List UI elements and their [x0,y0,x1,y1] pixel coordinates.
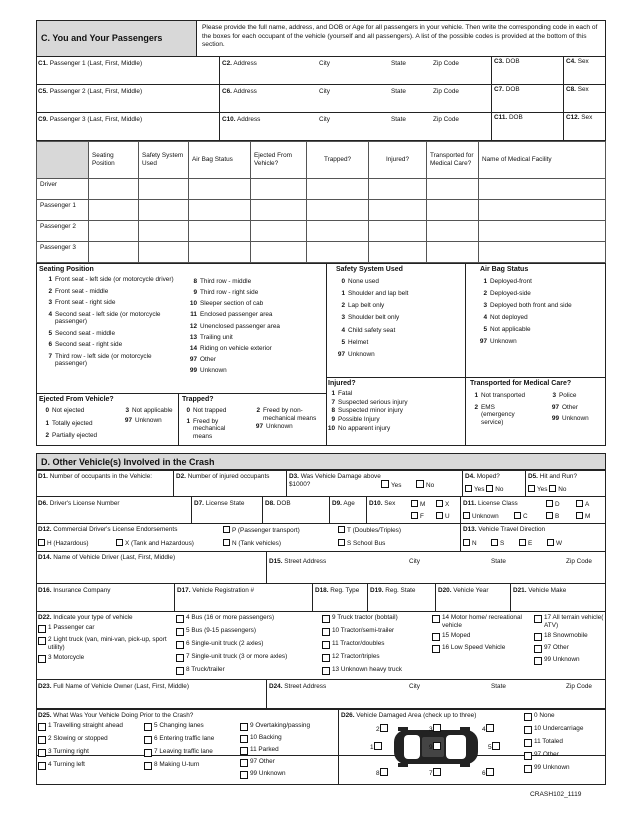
legend-code-item: 97 Unknown [337,350,375,358]
occupant-code-cell[interactable] [307,221,369,242]
d11-class-a-checkbox[interactable]: A [576,500,589,509]
occupant-code-cell[interactable] [427,242,479,263]
damage-area-4-checkbox[interactable]: 4 [482,724,496,734]
d22-vehicle-types-col1 [38,624,168,666]
passenger-2-zip-label: Zip Code [433,88,459,95]
d15-address-label: D15. Street Address [269,558,327,565]
occupant-code-cell[interactable] [189,179,251,200]
damage-option-checkbox[interactable]: 97 Other [524,751,604,760]
passenger-1-zip-label: Zip Code [433,60,459,67]
occupant-code-cell[interactable] [251,221,307,242]
seating-legend-title: Seating Position [39,266,94,273]
d11-license-class-label: D11. License Class [463,500,518,507]
d9-age-label: D9. Age [332,500,355,507]
legend-code-item: 3 Shoulder belt only [341,314,400,322]
d22-vehicle-types-col5 [534,614,604,668]
d24-zip-label: Zip Code [566,683,592,690]
prior-action-checkbox[interactable]: 10 Backing [240,734,338,743]
d5-hit-run-label: D5. Hit and Run? [528,473,578,480]
passenger-3-city-label: City [319,116,331,123]
passenger-1-city-label: City [319,60,331,67]
prior-action-checkbox[interactable]: 8 Making U-turn [144,761,239,770]
d4-moped-label: D4. Moped? [465,473,500,480]
d3-damage-label: D3. Was Vehicle Damage above $1000? [289,473,381,488]
occupant-code-cell[interactable] [189,221,251,242]
legend-code-item: 99 Unknown [189,367,227,375]
prior-action-checkbox[interactable]: 2 Slowing or stopped [38,735,128,744]
vehicle-type-checkbox[interactable]: 12 Tractor/triples [322,653,440,662]
damage-option-checkbox[interactable]: 10 Undercarriage [524,725,604,734]
trapped-legend-title: Trapped? [182,396,214,403]
injured-legend [322,390,462,434]
damage-option-checkbox[interactable]: 11 Totaled [524,738,604,747]
passenger-3-address-label: C10. Address [222,116,261,123]
passenger-1-dob-label: C3. DOB [494,58,520,65]
vehicle-type-checkbox[interactable]: 15 Moped [432,632,532,641]
d23-owner-name-label: D23. Full Name of Vehicle Owner (Last, First, Middle) [38,683,189,690]
legend-code-item: 2 Front seat - middle [48,287,109,295]
d8-dob-label: D8. DOB [265,500,291,507]
vehicle-type-checkbox[interactable]: 13 Unknown heavy truck [322,666,440,675]
vehicle-type-checkbox[interactable]: 6 Single-unit truck (2 axles) [176,640,321,649]
trapped-legend-col1: 0 Not trapped 1 Freed by mechanical means [186,407,227,440]
vehicle-type-checkbox[interactable]: 9 Truck tractor (bobtail) [322,614,440,623]
legend-code-item: 9 Possible Injury [331,416,380,424]
prior-action-checkbox[interactable]: 5 Changing lanes [144,722,239,731]
d11-class-b-checkbox[interactable]: B [546,512,559,521]
damage-area-9-checkbox[interactable]: 9 [429,742,443,752]
d1-occupants-label: D1. Number of occupants in the Vehicle: [38,473,153,480]
occupant-code-cell[interactable] [369,200,427,221]
legend-code-item: 8 Suspected minor injury [331,407,404,415]
prior-action-checkbox[interactable]: 7 Leaving traffic lane [144,748,239,757]
passenger-3-state-label: State [391,116,406,123]
transported-legend-title: Transported for Medical Care? [470,380,572,387]
legend-code-item: 97 Other [189,355,216,363]
legend-code-item: 2 Deployed-side [483,289,531,297]
d12-end-s-checkbox[interactable]: S School Bus [338,539,385,548]
legend-code-item: 8 Third row - middle [193,278,252,285]
safety-legend-title: Safety System Used [336,266,403,273]
damage-area-5-checkbox[interactable]: 5 [488,742,502,752]
legend-code-item: 10 No apparent injury [327,424,391,432]
vehicle-type-checkbox[interactable]: 2 Light truck (van, mini-van, pick-up, sport utility) [38,636,168,651]
passenger-1-state-label: State [391,60,406,67]
legend-code-item: 4 Not deployed [483,313,528,321]
d16-insurance-label: D16. Insurance Company [38,587,111,594]
col-ejected: Ejected From Vehicle? [251,142,307,179]
d15-zip-label: Zip Code [566,558,592,565]
damage-area-7-checkbox[interactable]: 7 [429,768,443,778]
legend-code-item: 10 Sleeper section of cab [189,300,264,308]
d12-end-t-checkbox[interactable]: T (Doubles/Triples) [338,526,401,535]
d13-dir-n-checkbox[interactable]: N [463,539,477,548]
occupant-code-cell[interactable] [251,179,307,200]
legend-code-item: 7 Suspected serious injury [331,398,408,406]
passenger-2-sex-label: C8. Sex [566,86,589,93]
occupant-code-cell[interactable] [189,242,251,263]
passenger-1-address-label: C2. Address [222,60,257,67]
legend-code-item: 7 Third row - left side (or motorcycle passenger) [48,352,152,368]
ejected-legend-title: Ejected From Vehicle? [39,396,114,403]
d24-state-label: State [491,683,506,690]
d22-vehicle-types-col3 [322,614,440,679]
occupant-code-cell[interactable] [369,242,427,263]
col-air-bag: Air Bag Status [189,142,251,179]
d15-state-label: State [491,558,506,565]
d4-moped-options[interactable]: Yes No [465,485,503,494]
d14-driver-name-label: D14. Name of Vehicle Driver (Last, First, Middle) [38,554,176,561]
vehicle-type-checkbox[interactable]: 10 Tractor/semi-trailer [322,627,440,636]
d15-city-label: City [409,558,421,565]
d26-damage-options [524,712,604,777]
legend-code-item: 1 Fatal [331,390,353,397]
vehicle-type-checkbox[interactable]: 99 Unknown [534,656,604,665]
damage-area-6-checkbox[interactable]: 6 [482,768,496,778]
d24-address-label: D24. Street Address [269,683,327,690]
col-transported: Transported for Medical Care? [427,142,479,179]
passenger-2-dob-label: C7. DOB [494,86,520,93]
prior-action-checkbox[interactable]: 1 Travelling straight ahead [38,722,128,731]
d12-end-h-checkbox[interactable]: H (Hazardous) [38,539,89,548]
d13-dir-s-checkbox[interactable]: S [491,539,504,548]
prior-action-checkbox[interactable]: 97 Other [240,758,338,767]
d13-dir-w-checkbox[interactable]: W [547,539,562,548]
d21-vehicle-make-label: D21. Vehicle Make [513,587,567,594]
occupant-code-cell[interactable] [479,221,606,242]
vehicle-type-checkbox[interactable]: 97 Other [534,644,604,653]
seating-legend-col2 [184,278,324,378]
occupant-code-cell[interactable] [369,221,427,242]
legend-code-item: 12 Unenclosed passenger area [189,322,280,330]
occupant-code-cell[interactable] [139,221,189,242]
vehicle-type-checkbox[interactable]: 7 Single-unit truck (3 or more axles) [176,653,321,662]
d25-prior-action-label: D25. What Was Your Vehicle Doing Prior to the Crash? [38,712,194,719]
occupant-row [37,242,606,263]
ejected-legend-col1: 0 Not ejected 1 Totally ejected 2 Partially ejected [45,407,98,440]
legend-code-item: 1 Deployed-front [483,278,532,285]
occupant-label: Passenger 2 [37,221,89,242]
passenger-3-dob-label: C11. DOB [494,114,523,121]
prior-action-checkbox[interactable]: 6 Entering traffic lane [144,735,239,744]
airbag-legend [474,278,604,350]
d5-hit-run-options[interactable]: Yes No [528,485,566,494]
d17-registration-label: D17. Vehicle Registration # [177,587,255,594]
d11-class-d-checkbox[interactable]: D [546,500,560,509]
airbag-legend-title: Air Bag Status [480,266,529,273]
crash-form-page [36,20,606,805]
d25-actions-col3 [240,722,338,782]
d13-dir-e-checkbox[interactable]: E [519,539,532,548]
legend-code-item: 0 None used [341,278,379,285]
damage-area-8-checkbox[interactable]: 8 [376,768,390,778]
prior-action-checkbox[interactable]: 99 Unknown [240,770,338,779]
passenger-1-sex-label: C4. Sex [566,58,589,65]
d18-reg-type-label: D18. Reg. Type [315,587,360,594]
legend-code-item: 97 Unknown [479,337,517,345]
occupant-code-cell[interactable] [427,221,479,242]
d11-class-m-checkbox[interactable]: M [576,512,590,521]
d22-vehicle-types-col2 [176,614,321,679]
col-injured: Injured? [369,142,427,179]
vehicle-type-checkbox[interactable]: 4 Bus (16 or more passengers) [176,614,321,623]
occupant-code-table [36,141,606,263]
d7-license-state-label: D7. License State [194,500,245,507]
col-trapped: Trapped? [307,142,369,179]
passenger-2-city-label: City [319,88,331,95]
passenger-1-name-label: C1. Passenger 1 (Last, First, Middle) [38,60,143,67]
occupant-label: Passenger 1 [37,200,89,221]
occupant-code-cell[interactable] [139,242,189,263]
vehicle-type-checkbox[interactable]: 3 Motorcycle [38,654,168,663]
legend-code-item: 4 Child safety seat [341,326,396,334]
damage-option-checkbox[interactable]: 99 Unknown [524,764,604,773]
occupant-label: Driver [37,179,89,200]
occupant-code-cell[interactable] [189,200,251,221]
occupant-code-cell[interactable] [251,242,307,263]
d6-license-number-label: D6. Driver's License Number [38,500,120,507]
occupant-row [37,221,606,242]
d12-end-n-checkbox[interactable]: N (Tank vehicles) [223,539,281,548]
legend-code-item: 3 Deployed both front and side [483,301,572,309]
prior-action-checkbox[interactable]: 9 Overtaking/passing [240,722,338,731]
d22-vehicle-type-label: D22. Indicate your type of vehicle [38,614,133,621]
occupant-code-cell[interactable] [307,242,369,263]
d13-direction-label: D13. Vehicle Travel Direction [463,526,546,533]
col-safety-system: Safety System Used [139,142,189,179]
legend-code-item: 5 Helmet [341,338,369,346]
vehicle-type-checkbox[interactable]: 1 Passenger car [38,624,168,633]
transported-legend-col2: 3 Police 97 Other 99 Unknown [551,392,589,423]
occupant-code-cell[interactable] [479,179,606,200]
legend-code-item: 9 Third row - right side [193,289,259,297]
occupant-code-cell[interactable] [89,200,139,221]
passenger-2-name-label: C5. Passenger 2 (Last, First, Middle) [38,88,143,95]
vehicle-type-checkbox[interactable]: 18 Snowmobile [534,632,604,641]
occupant-code-cell[interactable] [139,200,189,221]
vehicle-type-checkbox[interactable]: 11 Tractor/doubles [322,640,440,649]
occupant-code-cell[interactable] [369,179,427,200]
occupant-code-cell[interactable] [139,179,189,200]
injured-legend-title: Injured? [328,380,356,387]
prior-action-checkbox[interactable]: 11 Parked [240,746,338,755]
occupant-code-cell[interactable] [307,200,369,221]
legend-code-item: 5 Second seat - middle [48,329,116,337]
occupant-code-cell[interactable] [479,242,606,263]
prior-action-checkbox[interactable]: 3 Turning right [38,748,128,757]
damage-area-3-checkbox[interactable]: 3 [429,724,443,734]
d12-end-x-checkbox[interactable]: X (Tank and Hazardous) [116,539,194,548]
passenger-3-sex-label: C12. Sex [566,114,593,121]
d11-class-c-checkbox[interactable]: C [514,512,528,521]
vehicle-type-checkbox[interactable]: 14 Motor home/ recreational vehicle [432,614,532,629]
passenger-2-state-label: State [391,88,406,95]
section-c-instructions: Please provide the full name, address, and DOB or Age for all passengers in your vehicle. Then write the corresponding code in each of the boxes for each occupant of the vehicle (yourself and all passengers). A list of the possible codes is provided at the bottom of this section. [202,24,598,49]
legend-code-item: 11 Enclosed passenger area [190,311,273,319]
d12-endorsements-label: D12. Commercial Driver's License Endorsements [38,526,178,533]
d22-vehicle-types-col4 [432,614,532,656]
occupant-code-cell[interactable] [251,200,307,221]
passenger-3-zip-label: Zip Code [433,116,459,123]
legend-code-item: 3 Front seat - right side [48,299,116,307]
occupant-code-cell[interactable] [89,242,139,263]
section-c-title: C. You and Your Passengers [37,21,197,56]
d10-sex-u-checkbox[interactable]: U [436,512,450,521]
d10-sex-m-checkbox[interactable]: M [411,500,425,509]
legend-code-item: 1 Shoulder and lap belt [341,290,409,298]
vehicle-type-checkbox[interactable]: 17 All terrain vehicle( ATV) [534,614,604,629]
legend-code-item: 6 Second seat - right side [48,341,123,349]
occupant-code-cell[interactable] [479,200,606,221]
legend-code-item: 4 Second seat - left side (or motorcycle passenger) [48,310,161,326]
prior-action-checkbox[interactable]: 4 Turning left [38,761,128,770]
d24-city-label: City [409,683,421,690]
passenger-3-name-label: C9. Passenger 3 (Last, First, Middle) [38,116,143,123]
safety-legend [332,278,462,363]
d25-actions-col1 [38,722,128,774]
col-medical-facility: Name of Medical Facility [479,142,606,179]
d12-end-p-checkbox[interactable]: P (Passenger transport) [223,526,300,535]
ejected-legend-col2: 3 Not applicable 97 Unknown [124,407,173,424]
legend-code-item: 2 Lap belt only [341,302,385,310]
occupant-row [37,179,606,200]
d2-injured-label: D2. Number of injured occupants [176,473,270,480]
d25-actions-col2 [144,722,239,774]
vehicle-type-checkbox[interactable]: 16 Low Speed Vehicle [432,644,532,653]
d11-class-unknown-checkbox[interactable]: Unknown [463,512,499,521]
passenger-2-address-label: C6. Address [222,88,257,95]
occupant-code-cell[interactable] [307,179,369,200]
occupant-code-cell[interactable] [427,179,479,200]
col-seating-position: Seating Position [89,142,139,179]
legend-code-item: 1 Front seat - left side (or motorcycle driver) [48,276,174,283]
occupant-code-cell[interactable] [427,200,479,221]
d3-no-checkbox[interactable]: No [416,480,434,490]
legend-code-item: 14 Riding on vehicle exterior [189,344,272,352]
occupant-code-cell[interactable] [89,179,139,200]
vehicle-type-checkbox[interactable]: 5 Bus (9-15 passengers) [176,627,321,636]
damage-area-1-checkbox[interactable]: 1 [370,742,384,752]
damage-option-checkbox[interactable]: 0 None [524,712,604,721]
legend-code-item: 5 Not applicable [483,325,531,333]
vehicle-type-checkbox[interactable]: 8 Truck/trailer [176,666,321,675]
form-code-footer: CRASH102_1119 [530,791,582,798]
occupant-code-cell[interactable] [89,221,139,242]
occupant-label: Passenger 3 [37,242,89,263]
d10-sex-f-checkbox[interactable]: F [411,512,424,521]
trapped-legend-col2: 2 Freed by non-mechanical means 97 Unknown [255,407,317,431]
transported-legend-col1: 1 Not transported 2 EMS (emergency service) [474,392,526,426]
seating-legend-col1 [39,276,174,372]
d19-reg-state-label: D19. Reg. State [370,587,416,594]
d10-sex-x-checkbox[interactable]: X [436,500,449,509]
occupant-row [37,200,606,221]
d10-sex-label: D10. Sex [369,500,396,507]
d26-damaged-area-label: D26. Vehicle Damaged Area (check up to three) [341,712,477,719]
d20-vehicle-year-label: D20. Vehicle Year [438,587,489,594]
legend-code-item: 13 Trailing unit [189,333,233,341]
damage-area-2-checkbox[interactable]: 2 [376,724,390,734]
d3-yes-checkbox[interactable]: Yes [381,480,401,490]
section-d-title: D. Other Vehicle(s) Involved in the Crash [36,453,606,470]
